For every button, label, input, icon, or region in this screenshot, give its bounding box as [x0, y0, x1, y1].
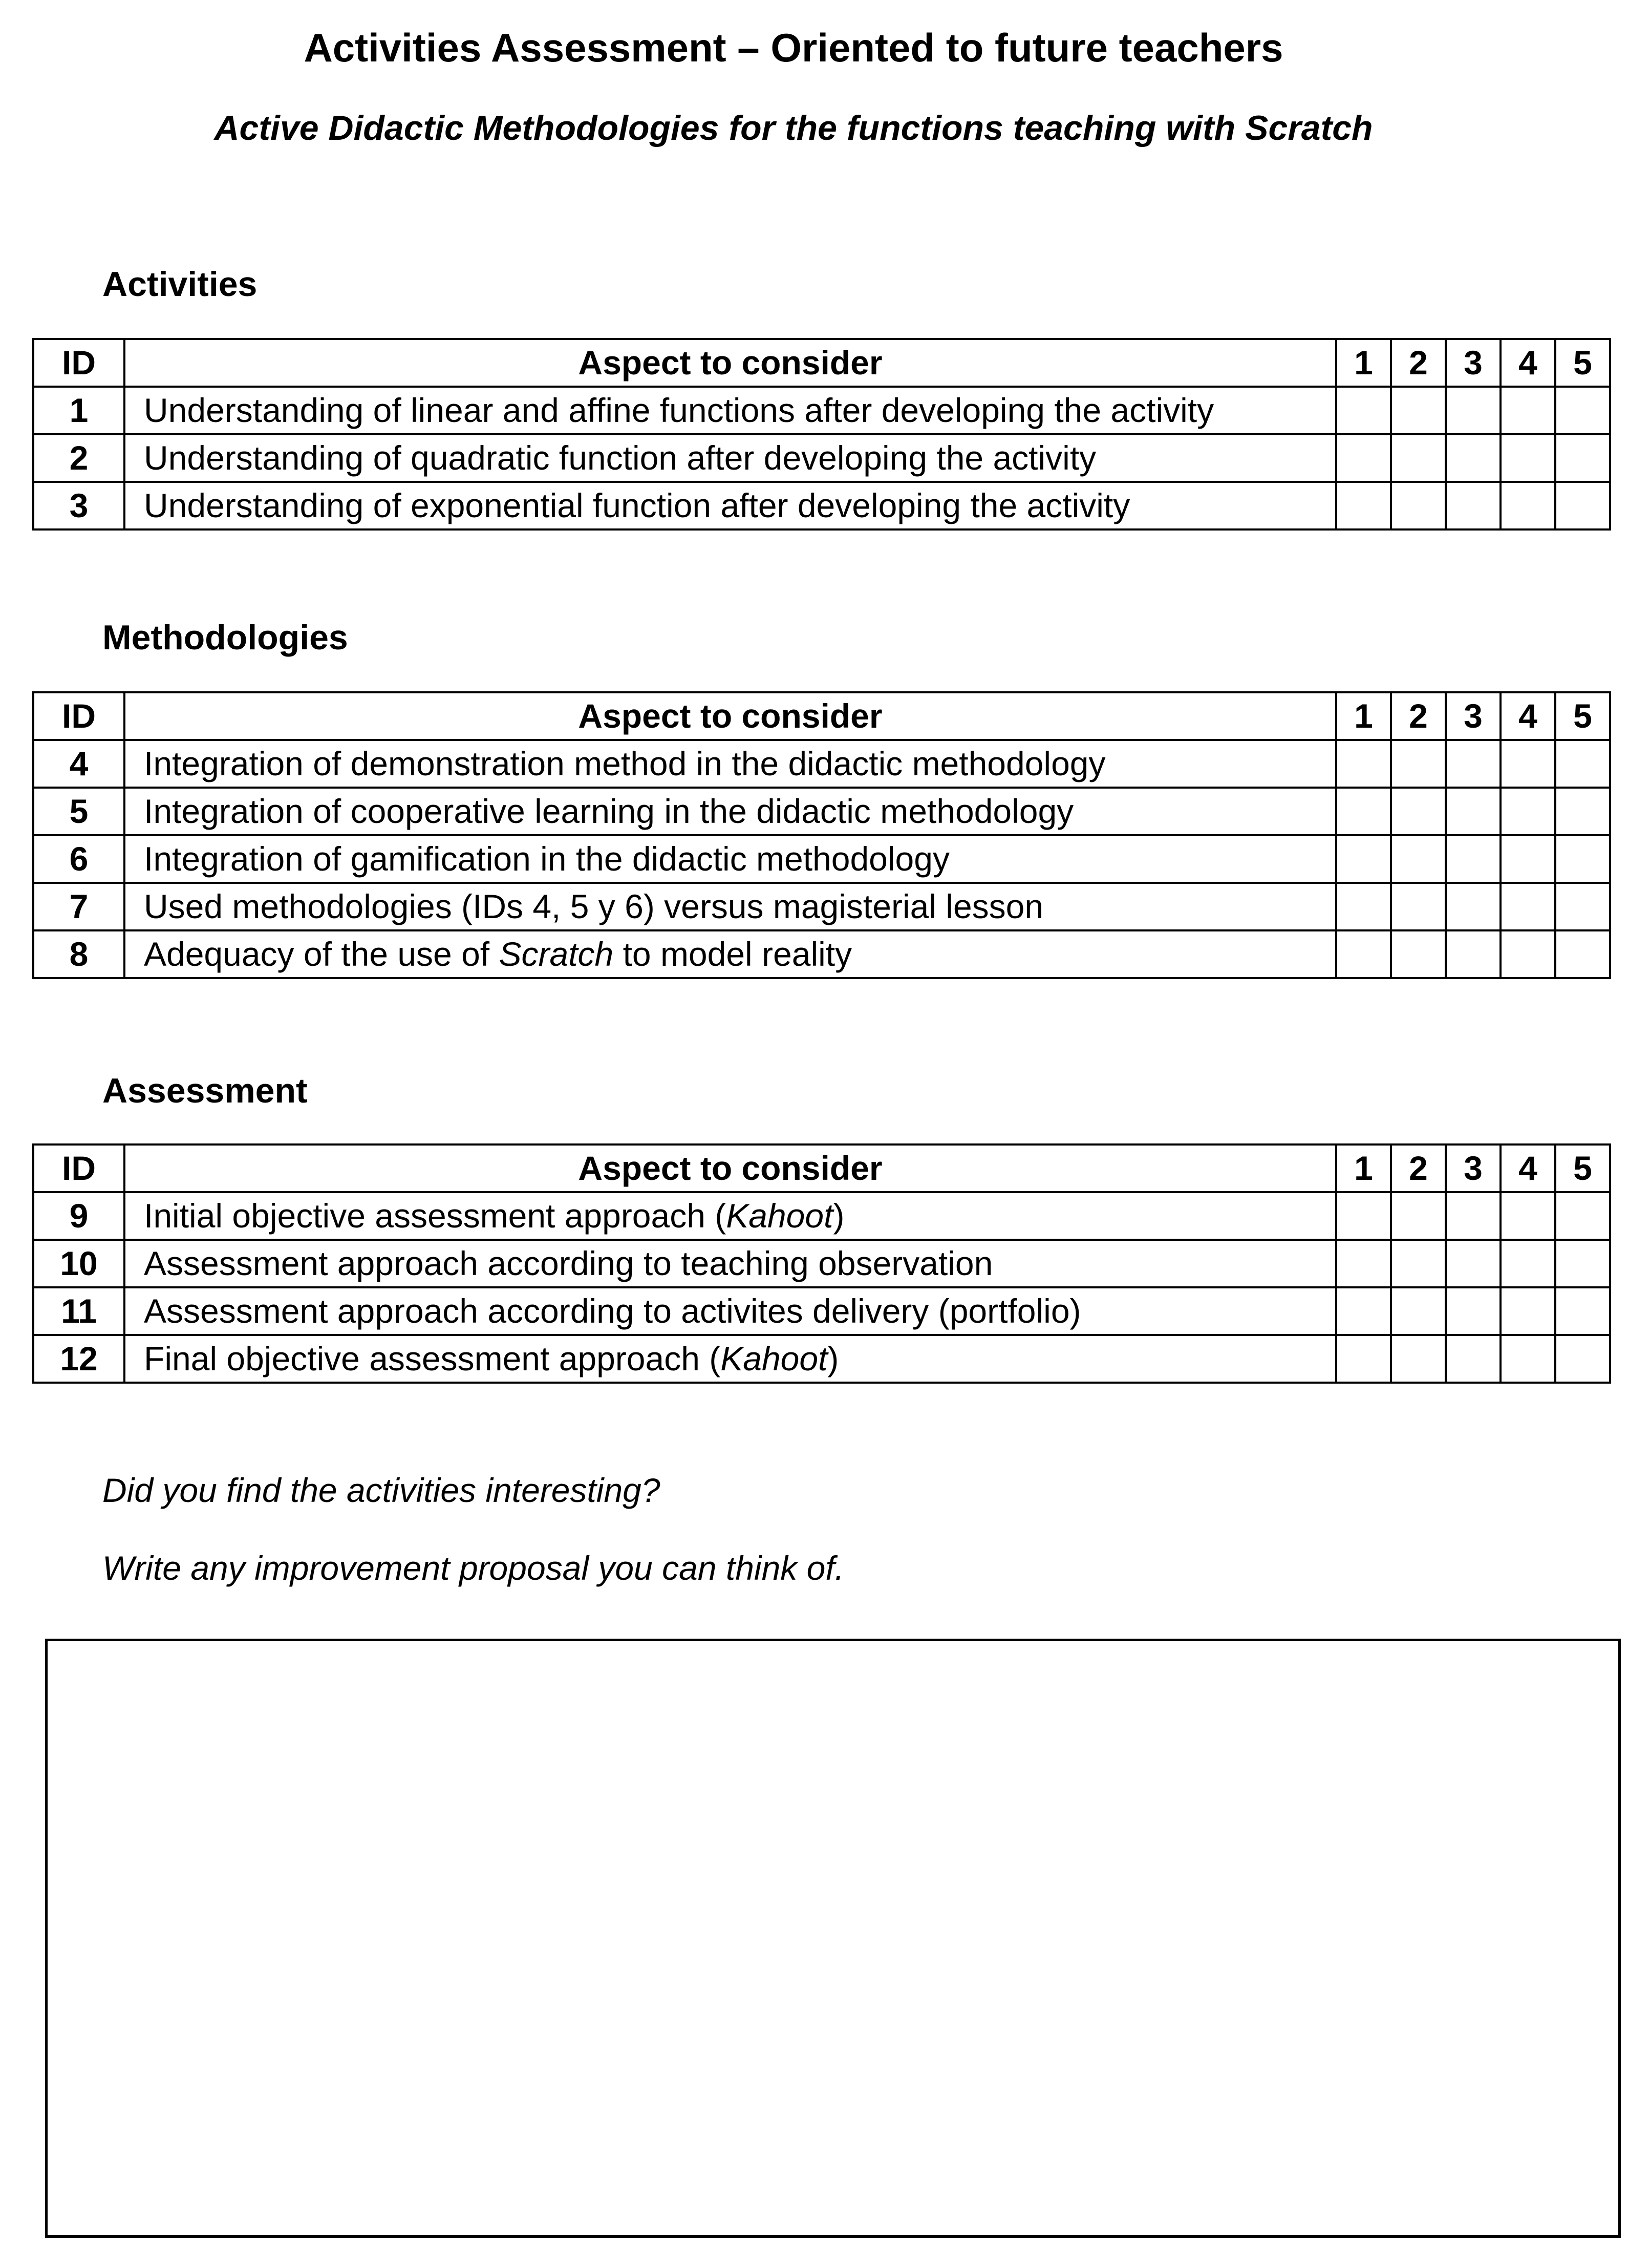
rating-cell-3[interactable] — [1446, 788, 1501, 835]
score-column-header: 1 — [1336, 692, 1391, 740]
rating-cell-3[interactable] — [1446, 482, 1501, 529]
score-column-header: 4 — [1501, 1144, 1555, 1192]
rating-cell-4[interactable] — [1501, 482, 1555, 529]
rating-cell-4[interactable] — [1501, 434, 1555, 482]
rating-cell-2[interactable] — [1391, 387, 1446, 434]
row-aspect — [124, 835, 1336, 883]
aspect-text: Assessment approach according to teaching observation — [144, 1244, 993, 1282]
row-id: 4 — [33, 740, 124, 788]
row-id: 5 — [33, 788, 124, 835]
aspect-text: Understanding of quadratic function after developing the activity — [144, 439, 1097, 477]
rating-cell-5[interactable] — [1555, 740, 1610, 788]
aspect-text: ) — [833, 1197, 845, 1235]
rating-cell-2[interactable] — [1391, 930, 1446, 978]
rating-cell-4[interactable] — [1501, 1240, 1555, 1287]
methodologies-table — [32, 691, 1611, 979]
rating-cell-1[interactable] — [1336, 434, 1391, 482]
row-aspect — [124, 883, 1336, 930]
aspect-text-italic: Scratch — [499, 935, 614, 973]
rating-cell-4[interactable] — [1501, 835, 1555, 883]
rating-cell-5[interactable] — [1555, 1335, 1610, 1383]
table-row — [33, 883, 1610, 930]
row-aspect — [124, 1287, 1336, 1335]
row-id: 7 — [33, 883, 124, 930]
row-id: 3 — [33, 482, 124, 529]
rating-cell-5[interactable] — [1555, 1240, 1610, 1287]
score-column-header: 1 — [1336, 1144, 1391, 1192]
rating-cell-2[interactable] — [1391, 835, 1446, 883]
score-column-header: 4 — [1501, 339, 1555, 387]
table-header-row — [33, 339, 1610, 387]
score-column-header: 2 — [1391, 1144, 1446, 1192]
table-row — [33, 1335, 1610, 1383]
rating-cell-4[interactable] — [1501, 883, 1555, 930]
id-column-header: ID — [33, 692, 124, 740]
rating-cell-1[interactable] — [1336, 883, 1391, 930]
page-subtitle: Active Didactic Methodologies for the functions teaching with Scratch — [214, 109, 1373, 147]
row-aspect — [124, 387, 1336, 434]
row-aspect — [124, 788, 1336, 835]
section-heading-methodologies: Methodologies — [102, 618, 348, 657]
question-interest: Did you find the activities interesting? — [102, 1471, 660, 1509]
score-column-header: 4 — [1501, 692, 1555, 740]
page-title: Activities Assessment – Oriented to future teachers — [304, 25, 1283, 70]
aspect-text-italic: Kahoot — [720, 1340, 828, 1377]
aspect-text: Final objective assessment approach ( — [144, 1340, 721, 1377]
score-column-header: 1 — [1336, 339, 1391, 387]
aspect-text: Assessment approach according to activites delivery (portfolio) — [144, 1292, 1081, 1330]
section-heading-assessment: Assessment — [102, 1071, 308, 1110]
aspect-text: Initial objective assessment approach ( — [144, 1197, 726, 1235]
rating-cell-3[interactable] — [1446, 930, 1501, 978]
rating-cell-4[interactable] — [1501, 930, 1555, 978]
rating-cell-1[interactable] — [1336, 788, 1391, 835]
row-aspect — [124, 482, 1336, 529]
rating-cell-1[interactable] — [1336, 1287, 1391, 1335]
rating-cell-1[interactable] — [1336, 1240, 1391, 1287]
score-column-header: 2 — [1391, 339, 1446, 387]
aspect-text: Integration of cooperative learning in the didactic methodology — [144, 792, 1074, 830]
aspect-text: Understanding of linear and affine functions after developing the activity — [144, 391, 1214, 429]
table-header-row — [33, 692, 1610, 740]
rating-cell-2[interactable] — [1391, 1335, 1446, 1383]
activities-table — [32, 338, 1611, 531]
row-aspect — [124, 1192, 1336, 1240]
row-aspect — [124, 434, 1336, 482]
section-heading-activities: Activities — [102, 265, 258, 304]
score-column-header: 5 — [1555, 692, 1610, 740]
rating-cell-3[interactable] — [1446, 387, 1501, 434]
rating-cell-5[interactable] — [1555, 883, 1610, 930]
rating-cell-3[interactable] — [1446, 434, 1501, 482]
rating-cell-4[interactable] — [1501, 788, 1555, 835]
score-column-header: 3 — [1446, 339, 1501, 387]
row-id: 2 — [33, 434, 124, 482]
score-column-header: 3 — [1446, 1144, 1501, 1192]
aspect-text: Adequacy of the use of — [144, 935, 499, 973]
rating-cell-1[interactable] — [1336, 740, 1391, 788]
rating-cell-5[interactable] — [1555, 387, 1610, 434]
score-column-header: 5 — [1555, 1144, 1610, 1192]
assessment-table — [32, 1143, 1611, 1384]
row-id: 1 — [33, 387, 124, 434]
aspect-text: Integration of demonstration method in the didactic methodology — [144, 745, 1106, 782]
aspect-text: Integration of gamification in the didactic methodology — [144, 840, 950, 878]
row-aspect — [124, 930, 1336, 978]
rating-cell-2[interactable] — [1391, 1192, 1446, 1240]
question-improvement: Write any improvement proposal you can think of. — [102, 1549, 845, 1587]
table-row — [33, 835, 1610, 883]
rating-cell-2[interactable] — [1391, 883, 1446, 930]
rating-cell-5[interactable] — [1555, 788, 1610, 835]
table-row — [33, 740, 1610, 788]
rating-cell-2[interactable] — [1391, 1287, 1446, 1335]
table-row — [33, 788, 1610, 835]
rating-cell-3[interactable] — [1446, 835, 1501, 883]
rating-cell-3[interactable] — [1446, 1192, 1501, 1240]
row-aspect — [124, 1335, 1336, 1383]
rating-cell-5[interactable] — [1555, 482, 1610, 529]
table-row — [33, 930, 1610, 978]
row-id: 11 — [33, 1287, 124, 1335]
table-header-row — [33, 1144, 1610, 1192]
aspect-text: to model reality — [613, 935, 852, 973]
rating-cell-5[interactable] — [1555, 930, 1610, 978]
aspect-text: ) — [827, 1340, 839, 1377]
rating-cell-3[interactable] — [1446, 883, 1501, 930]
aspect-text: Used methodologies (IDs 4, 5 y 6) versus magisterial lesson — [144, 887, 1044, 925]
table-row — [33, 387, 1610, 434]
rating-cell-2[interactable] — [1391, 482, 1446, 529]
table-row — [33, 1287, 1610, 1335]
aspect-column-header: Aspect to consider — [124, 692, 1336, 740]
rating-cell-3[interactable] — [1446, 1335, 1501, 1383]
score-column-header: 3 — [1446, 692, 1501, 740]
improvement-answer-box[interactable] — [45, 1639, 1621, 2238]
rating-cell-1[interactable] — [1336, 835, 1391, 883]
rating-cell-5[interactable] — [1555, 835, 1610, 883]
rating-cell-3[interactable] — [1446, 740, 1501, 788]
rating-cell-1[interactable] — [1336, 930, 1391, 978]
rating-cell-4[interactable] — [1501, 1192, 1555, 1240]
id-column-header: ID — [33, 339, 124, 387]
rating-cell-2[interactable] — [1391, 788, 1446, 835]
rating-cell-5[interactable] — [1555, 434, 1610, 482]
rating-cell-5[interactable] — [1555, 1287, 1610, 1335]
row-id: 6 — [33, 835, 124, 883]
row-id: 8 — [33, 930, 124, 978]
id-column-header: ID — [33, 1144, 124, 1192]
score-column-header: 5 — [1555, 339, 1610, 387]
row-aspect — [124, 1240, 1336, 1287]
score-column-header: 2 — [1391, 692, 1446, 740]
rating-cell-1[interactable] — [1336, 387, 1391, 434]
rating-cell-1[interactable] — [1336, 1335, 1391, 1383]
rating-cell-3[interactable] — [1446, 1287, 1501, 1335]
table-row — [33, 434, 1610, 482]
table-row — [33, 1240, 1610, 1287]
row-id: 12 — [33, 1335, 124, 1383]
row-id: 10 — [33, 1240, 124, 1287]
rating-cell-4[interactable] — [1501, 1335, 1555, 1383]
table-row — [33, 482, 1610, 529]
rating-cell-5[interactable] — [1555, 1192, 1610, 1240]
row-id: 9 — [33, 1192, 124, 1240]
aspect-text: Understanding of exponential function after developing the activity — [144, 486, 1130, 524]
aspect-text-italic: Kahoot — [726, 1197, 833, 1235]
rating-cell-4[interactable] — [1501, 387, 1555, 434]
row-aspect — [124, 740, 1336, 788]
aspect-column-header: Aspect to consider — [124, 1144, 1336, 1192]
rating-cell-1[interactable] — [1336, 482, 1391, 529]
table-row — [33, 1192, 1610, 1240]
rating-cell-2[interactable] — [1391, 740, 1446, 788]
rating-cell-3[interactable] — [1446, 1240, 1501, 1287]
rating-cell-1[interactable] — [1336, 1192, 1391, 1240]
rating-cell-4[interactable] — [1501, 740, 1555, 788]
rating-cell-2[interactable] — [1391, 1240, 1446, 1287]
aspect-column-header: Aspect to consider — [124, 339, 1336, 387]
rating-cell-2[interactable] — [1391, 434, 1446, 482]
rating-cell-4[interactable] — [1501, 1287, 1555, 1335]
